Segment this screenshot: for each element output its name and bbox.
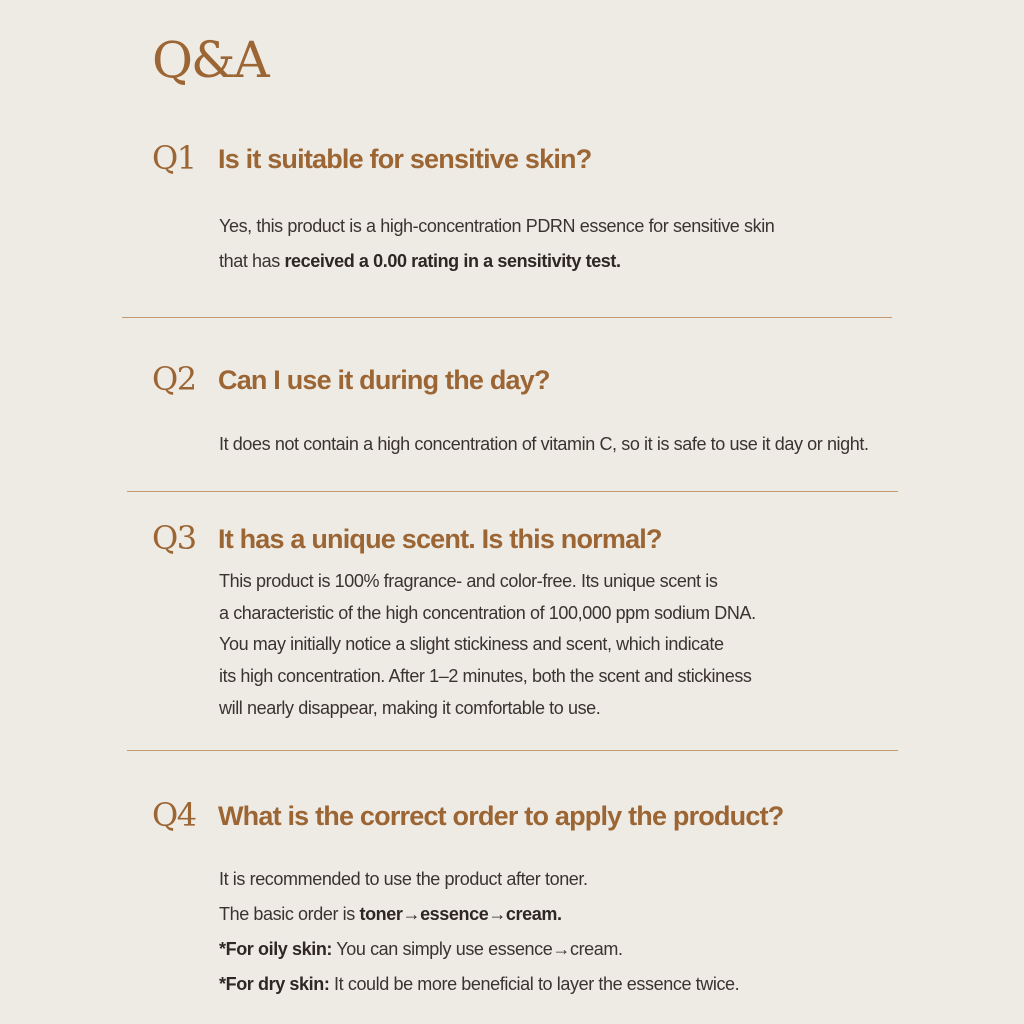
answer-text	[219, 566, 756, 725]
answer-segment: its high concentration. After 1–2 minutes, both the scent and stickiness	[219, 666, 752, 687]
question-number: Q4	[152, 796, 196, 834]
answer-line	[219, 862, 739, 897]
divider	[127, 491, 898, 492]
answer-line	[219, 693, 756, 725]
answer-segment: It could be more beneficial to layer the essence twice.	[329, 974, 740, 994]
answer-segment: Yes, this product is a high-concentration PDRN essence for sensitive skin	[219, 216, 775, 236]
answer-segment: It is recommended to use the product after toner.	[219, 869, 588, 889]
divider	[127, 750, 898, 751]
answer-line	[219, 629, 756, 661]
question-text: Is it suitable for sensitive skin?	[218, 144, 592, 174]
answer-segment: The basic order is	[219, 904, 360, 924]
answer-segment: You can simply use essence→cream.	[332, 939, 623, 959]
answer-segment-bold: toner→essence→cream.	[359, 904, 562, 924]
answer-segment: This product is 100% fragrance- and color-free. Its unique scent is	[219, 571, 718, 591]
answer-segment: will nearly disappear, making it comfortable to use.	[219, 697, 601, 718]
answer-segment: a characteristic of the high concentration of 100,000 ppm sodium DNA.	[219, 602, 756, 623]
answer-line	[219, 897, 739, 932]
answer-segment: that has	[219, 251, 285, 271]
page-title: Q&A	[152, 31, 268, 89]
divider	[122, 317, 892, 318]
answer-line	[219, 209, 774, 244]
answer-segment-bold: *For dry skin:	[219, 974, 330, 994]
answer-segment-bold: received a 0.00 rating in a sensitivity test.	[284, 251, 621, 271]
question-number: Q1	[152, 139, 196, 177]
question-text: What is the correct order to apply the product?	[218, 801, 784, 831]
answer-line	[219, 661, 756, 693]
answer-segment-bold: *For oily skin:	[219, 939, 333, 959]
question-text: It has a unique scent. Is this normal?	[218, 524, 662, 554]
answer-segment: It does not contain a high concentration of vitamin C, so it is safe to use it day or night.	[219, 434, 869, 454]
question-number: Q2	[152, 360, 196, 398]
answer-segment: You may initially notice a slight stickiness and scent, which indicate	[219, 634, 724, 655]
question-number: Q3	[152, 519, 196, 557]
answer-line	[219, 967, 739, 1002]
answer-line	[219, 244, 774, 279]
answer-line	[219, 598, 756, 630]
question-text: Can I use it during the day?	[218, 365, 550, 395]
answer-text	[219, 862, 739, 1002]
answer-line	[219, 430, 869, 458]
answer-text	[219, 209, 774, 279]
answer-line	[219, 566, 756, 598]
answer-text	[219, 430, 869, 458]
answer-line	[219, 932, 739, 967]
